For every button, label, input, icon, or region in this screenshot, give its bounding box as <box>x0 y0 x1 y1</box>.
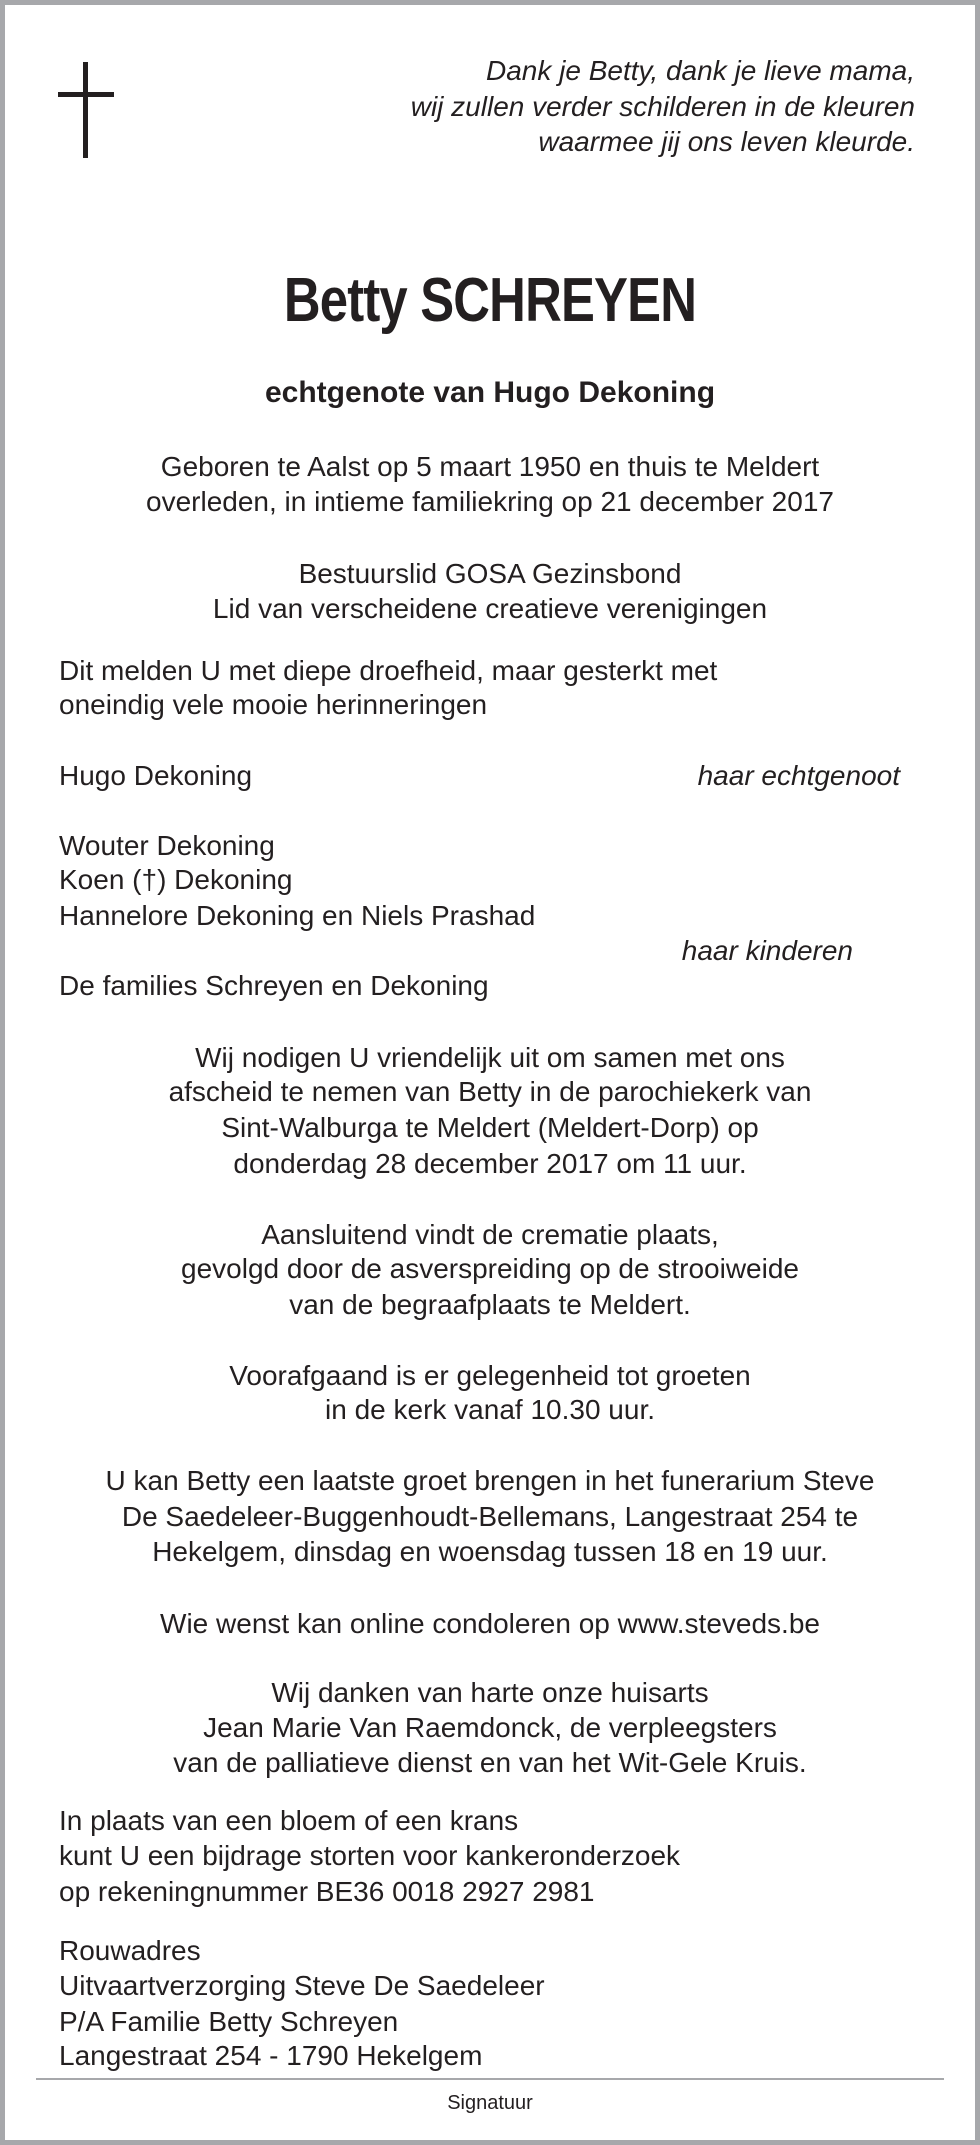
greeting-line: in de kerk vanaf 10.30 uur. <box>325 1394 655 1425</box>
quote-line: Dank je Betty, dank je lieve mama, <box>485 55 915 86</box>
announce-line: oneindig vele mooie herinneringen <box>59 689 488 720</box>
funerarium-line: U kan Betty een laatste groet brengen in het funerarium Steve <box>105 1465 875 1496</box>
spouse-name: Hugo Dekoning <box>59 760 253 791</box>
divider <box>36 2078 944 2080</box>
quote-line: waarmee jij ons leven kleurde. <box>538 126 915 157</box>
invite-line: afscheid te nemen van Betty in de parochiekerk van <box>168 1076 812 1107</box>
address-line: Uitvaartverzorging Steve De Saedeleer <box>59 1970 545 2001</box>
greeting-line: Voorafgaand is er gelegenheid tot groeten <box>229 1360 751 1391</box>
announce-line: Dit melden U met diepe droefheid, maar gesterkt met <box>59 655 718 686</box>
thanks-line: van de palliatieve dienst en van het Wit-Gele Kruis. <box>173 1747 807 1778</box>
cremation-line: Aansluitend vindt de crematie plaats, <box>261 1219 719 1250</box>
families: De families Schreyen en Dekoning <box>59 970 489 1001</box>
address-line: Rouwadres <box>59 1935 201 1966</box>
role-line: Bestuurslid GOSA Gezinsbond <box>298 558 682 589</box>
deceased-name: Betty SCHREYEN <box>283 266 697 335</box>
birth-line: overleden, in intieme familiekring op 21 december 2017 <box>146 486 834 517</box>
address-line: Langestraat 254 - 1790 Hekelgem <box>59 2040 483 2071</box>
funerarium-line: De Saedeleer-Buggenhoudt-Bellemans, Langestraat 254 te <box>121 1501 859 1532</box>
child-name: Wouter Dekoning <box>59 830 275 861</box>
invite-line: Wij nodigen U vriendelijk uit om samen met ons <box>195 1042 785 1073</box>
address-line: P/A Familie Betty Schreyen <box>59 2006 399 2037</box>
birth-line: Geboren te Aalst op 5 maart 1950 en thuis te Meldert <box>160 451 820 482</box>
donation-line: op rekeningnummer BE36 0018 2927 2981 <box>59 1876 595 1907</box>
quote-line: wij zullen verder schilderen in de kleuren <box>410 91 915 122</box>
thanks-line: Wij danken van harte onze huisarts <box>271 1677 709 1708</box>
child-name: Koen (†) Dekoning <box>59 864 293 895</box>
funerarium-line: Hekelgem, dinsdag en woensdag tussen 18 en 19 uur. <box>152 1536 828 1567</box>
invite-line: Sint-Walburga te Meldert (Meldert-Dorp) op <box>221 1112 759 1143</box>
spouse-role: haar echtgenoot <box>697 760 900 791</box>
invite-line: donderdag 28 december 2017 om 11 uur. <box>233 1148 747 1179</box>
role-line: Lid van verscheidene creatieve verenigingen <box>212 593 768 624</box>
cremation-line: gevolgd door de asverspreiding op de strooiweide <box>181 1253 799 1284</box>
obituary-card <box>5 5 975 2140</box>
donation-line: kunt U een bijdrage storten voor kankeronderzoek <box>59 1840 681 1871</box>
thanks-line: Jean Marie Van Raemdonck, de verpleegsters <box>203 1712 777 1743</box>
condolences-line: Wie wenst kan online condoleren op www.steveds.be <box>160 1608 820 1639</box>
children-role: haar kinderen <box>681 935 853 966</box>
child-name: Hannelore Dekoning en Niels Prashad <box>59 900 536 931</box>
signature-label: Signatuur <box>447 2092 533 2114</box>
subtitle: echtgenote van Hugo Dekoning <box>264 376 716 409</box>
cremation-line: van de begraafplaats te Meldert. <box>289 1289 691 1320</box>
donation-line: In plaats van een bloem of een krans <box>59 1805 519 1836</box>
